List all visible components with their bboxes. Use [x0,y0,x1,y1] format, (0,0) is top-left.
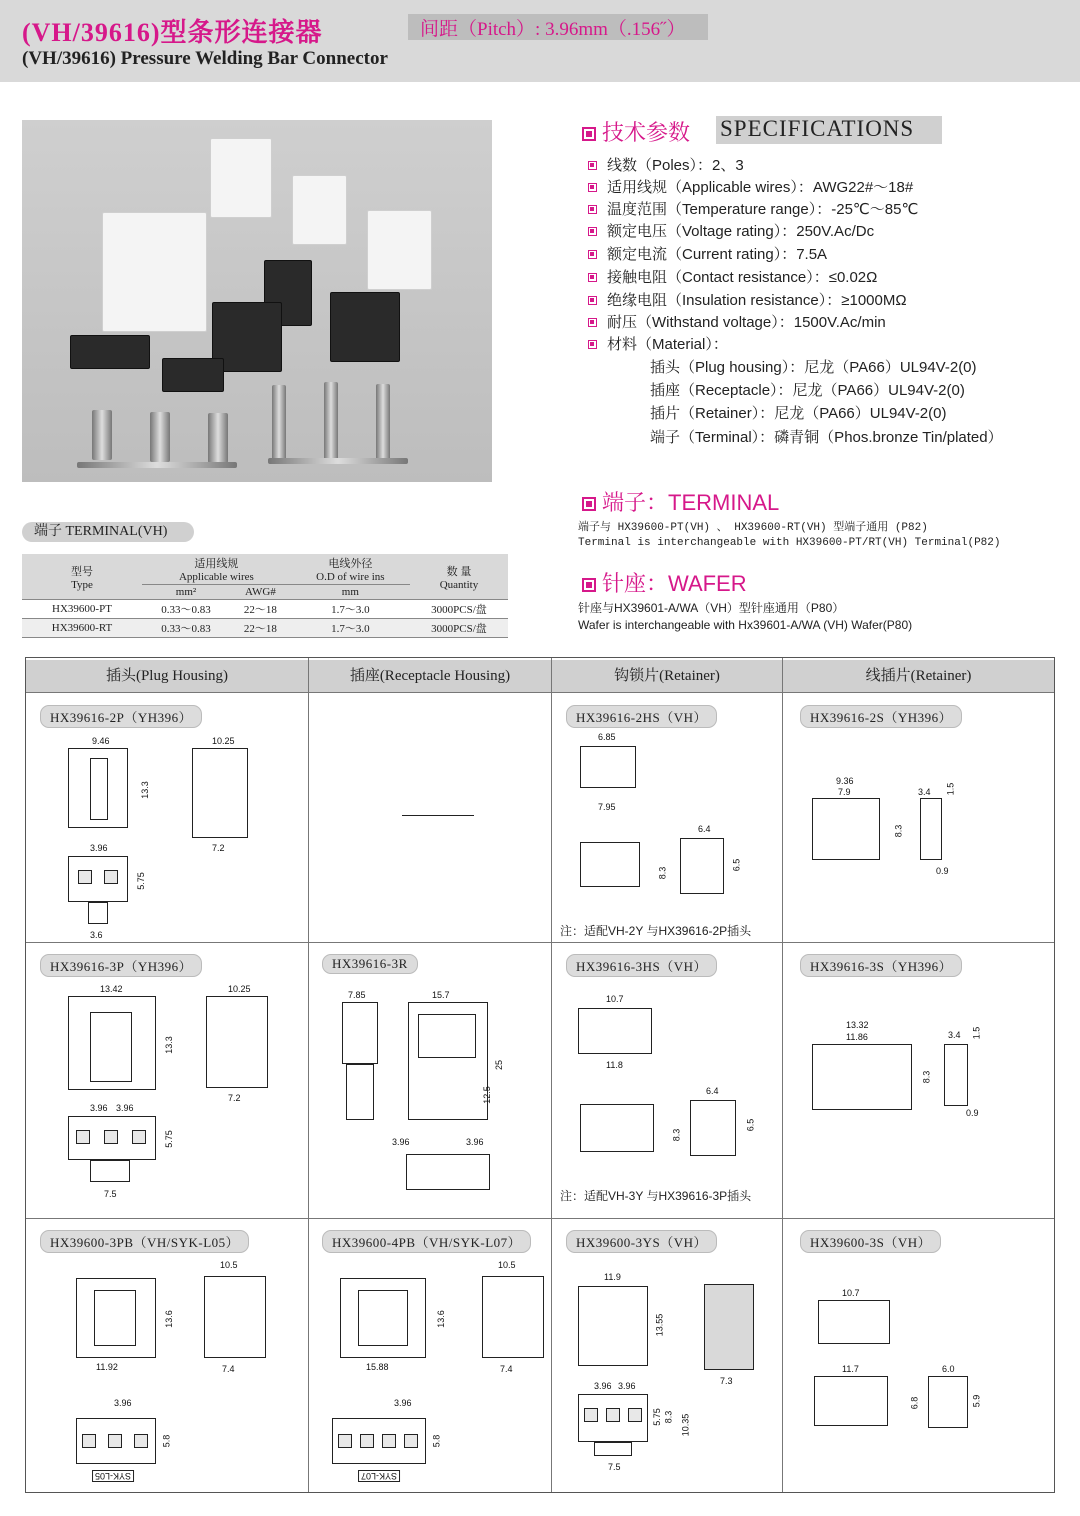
receptacle-bottom-view [406,1154,490,1190]
white-housing-1 [210,138,272,218]
dim-label: 3.96 [618,1381,636,1391]
grid-vline [308,658,309,1492]
retainer-top-view [818,1300,890,1344]
retainer-top-view [578,1008,652,1054]
dim-label: 6.5 [745,1118,756,1132]
dim-label: 3.96 [466,1137,484,1147]
section-square-icon [582,578,596,592]
spec-row-wires: 适用线规（Applicable wires）：AWG22#～18# [588,176,913,197]
retainer-front-view [580,1104,654,1152]
part-label: HX39616-2S（YH396） [800,705,962,728]
dim-label: 3.4 [948,1030,961,1040]
dim-label: 5.8 [161,1434,172,1448]
dim-label: 11.9 [604,1272,621,1282]
terminal-pin-3 [208,413,228,463]
dim-label: 10.7 [842,1288,860,1298]
dim-label: 10.25 [228,984,251,994]
plug-latch [88,902,108,924]
material-receptacle: 插座（Receptacle）：尼龙（PA66）UL94V-2(0) [650,382,965,399]
dim-label: 0.9 [936,866,949,876]
cavity [104,870,118,884]
receptacle-window [418,1014,476,1058]
terminal-pin-4 [272,385,286,460]
bullet-icon [588,205,597,214]
spec-row-current: 额定电流（Current rating）：7.5A [588,243,827,264]
terminal-pin-5 [324,382,338,462]
part-label: HX39616-2P（YH396） [40,705,202,728]
dim-label: 10.5 [220,1260,238,1270]
dim-label: 3.96 [90,1103,108,1113]
section-square-icon [582,497,596,511]
dim-label: 3.4 [918,787,931,797]
wire-retainer-front [812,1044,912,1110]
plug-latch [90,1160,130,1182]
dim-label: 7.9 [838,787,851,797]
dim-label: 8.3 [921,1070,932,1084]
dim-label: 7.2 [228,1093,241,1103]
white-housing-2 [292,175,347,245]
page-title-en: (VH/39616) Pressure Welding Bar Connector [22,48,388,69]
dim-label: 13.3 [139,781,150,799]
table-row: HX39600-RT 0.33～0.83 22～18 1.7～3.0 3000PCS/盘 [22,619,508,638]
part-label: HX39600-3PB（VH/SYK-L05） [40,1230,249,1253]
dim-label: 3.96 [594,1381,612,1391]
cavity [404,1434,418,1448]
dim-label: 6.5 [731,858,742,872]
dim-label: 8.3 [657,866,668,880]
dim-label: 11.7 [842,1364,859,1374]
dim-label: 6.4 [698,824,711,834]
dim-label: 7.85 [348,990,366,1000]
dim-label: 15.88 [366,1362,389,1372]
col-awg: AWG# [230,585,291,600]
dim-label: 3.96 [90,843,108,853]
terminal-note-cn: 端子与 HX39600-PT(VH) 、 HX39600-RT(VH) 型端子通用 (P82) [578,522,928,534]
wire-retainer-front [812,798,880,860]
dim-label: 7.3 [720,1376,733,1386]
plug-slot [90,758,108,820]
dim-label: 11.86 [846,1032,868,1042]
bullet-icon [588,183,597,192]
dim-label: 3.96 [392,1137,410,1147]
material-retainer: 插片（Retainer）：尼龙（PA66）UL94V-2(0) [650,405,947,422]
dim-label: 7.4 [500,1364,513,1374]
cavity [584,1408,598,1422]
dim-label: 5.75 [163,1130,174,1148]
bullet-icon [588,318,597,327]
dim-label: 13.6 [435,1310,446,1328]
grid-vline [551,658,552,1492]
grid-hline [26,692,1054,693]
plug-slot [358,1290,408,1346]
bullet-icon [588,273,597,282]
product-photo [22,120,492,482]
spec-row-material: 材料（Material）： [588,333,728,354]
dim-label: 7.95 [598,802,616,812]
table-row: HX39600-PT 0.33～0.83 22～18 1.7～3.0 3000PCS/盘 [22,600,508,619]
dim-label: 10.7 [606,994,624,1004]
dim-label: 13.32 [846,1020,869,1030]
dim-label: 5.75 [135,872,146,890]
receptacle-side-view [342,1002,378,1064]
receptacle-latch [594,1442,632,1456]
bullet-icon [588,296,597,305]
material-terminal: 端子（Terminal）：磷青铜（Phos.bronze Tin/plated） [650,429,1003,446]
spec-row-insulation: 绝缘电阻（Insulation resistance）：≥1000MΩ [588,289,907,310]
bullet-icon [588,340,597,349]
plug-side-view [192,748,248,838]
retainer-front-view [580,842,640,887]
dim-label: 11.92 [96,1362,118,1372]
dim-label: 6.4 [706,1086,719,1096]
retainer-side-view [680,838,724,894]
dim-label: 12.5 [481,1086,492,1104]
terminal-pin-6 [376,384,390,462]
dim-label: 25 [494,1059,505,1071]
col-type: 型号 Type [22,554,142,600]
wafer-heading: 针座：WAFER [582,567,747,598]
dim-label: 6.85 [598,732,616,742]
retainer-side-view [928,1376,968,1428]
bullet-icon [588,227,597,236]
dim-label: 10.35 [680,1413,691,1437]
dim-label: 7.4 [222,1364,235,1374]
dim-label: 8.3 [671,1128,682,1142]
plug-slot [94,1290,136,1346]
terminal-pin-2 [150,412,170,462]
dim-label: 7.5 [608,1462,621,1472]
cavity [338,1434,352,1448]
white-housing-3 [367,210,432,290]
receptacle-side-tail [346,1064,374,1120]
plug-top-view [68,856,128,902]
empty-cell-dash [402,815,474,816]
cavity [360,1434,374,1448]
cavity [104,1130,118,1144]
spec-row-voltage: 额定电压（Voltage rating）：250V.Ac/Dc [588,220,874,241]
dim-label: 0.9 [966,1108,979,1118]
col-od: 电线外径 O.D of wire ins [291,554,410,585]
dim-label: 6.0 [942,1364,955,1374]
dim-label: 1.5 [971,1026,982,1040]
plug-side-view [206,996,268,1088]
grid-vline [782,658,783,1492]
dim-label: 13.55 [654,1313,665,1337]
page-title-cn: (VH/39616)型条形连接器 [22,18,323,47]
black-retainer-5 [162,358,224,392]
cavity [628,1408,642,1422]
col-header-retainer-hook: 钩锁片(Retainer) [552,660,782,692]
dim-label: 9.36 [836,776,854,786]
section-square-icon [582,127,596,141]
dim-label: 10.5 [498,1260,516,1270]
dim-label: 5.75 [651,1408,662,1426]
fit-note: 注：适配VH-3Y 与HX39616-3P插头 [560,1189,752,1203]
plug-slot [90,1012,132,1082]
dim-label: 13.3 [163,1036,174,1054]
terminal-table-label: 端子 TERMINAL(VH) [22,522,194,542]
receptacle-section-view [704,1284,754,1370]
dim-label: 3.96 [114,1398,132,1408]
part-label: HX39616-3HS（VH） [566,954,717,977]
part-marking: SYK-L07 [358,1470,400,1482]
wire-retainer-side [920,798,942,860]
cavity [606,1408,620,1422]
terminal-carrier-2 [268,458,408,464]
dim-label: 13.6 [163,1310,174,1328]
spec-row-withstand: 耐压（Withstand voltage）：1500V.Ac/min [588,311,886,332]
dim-label: 8.3 [663,1410,674,1424]
part-label: HX39616-2HS（VH） [566,705,717,728]
spec-row-poles: 线数（Poles）：2、3 [588,154,744,175]
grid-hline [26,1218,1054,1219]
pitch-label: 间距（Pitch）: 3.96mm（.156˝） [420,19,686,40]
cavity [78,870,92,884]
wafer-note-en: Wafer is interchangeable with Hx39601-A/WA (VH) Wafer(P80) [578,618,913,632]
dim-label: 5.9 [971,1394,982,1408]
retainer-top-view [580,746,636,788]
spec-row-contact-resistance: 接触电阻（Contact resistance）：≤0.02Ω [588,266,877,287]
bullet-icon [588,250,597,259]
cavity [134,1434,148,1448]
col-wires: 适用线规 Applicable wires [142,554,291,585]
col-header-plug: 插头(Plug Housing) [26,660,308,692]
dim-label: 7.2 [212,843,225,853]
wafer-note-cn: 针座与HX39601-A/WA（VH）型针座通用（P80） [578,601,845,615]
wire-retainer-side [944,1044,968,1106]
dim-label: 9.46 [92,736,110,746]
cavity [76,1130,90,1144]
white-housing-4 [102,212,207,332]
spec-title-cn: 技术参数 [602,120,691,145]
grid-hline [26,942,1054,943]
dim-label: 15.7 [432,990,450,1000]
terminal-heading: 端子：TERMINAL [582,486,779,517]
dim-label: 5.8 [431,1434,442,1448]
cavity [132,1130,146,1144]
col-od-mm: mm [291,585,410,600]
terminal-pin-1 [92,410,112,460]
cavity [382,1434,396,1448]
cavity [108,1434,122,1448]
dim-label: 3.6 [90,930,103,940]
receptacle-front-view [578,1286,648,1366]
terminal-note-en: Terminal is interchangeable with HX39600-PT/RT(VH) Terminal(P82) [578,537,1001,549]
dim-label: 3.96 [394,1398,412,1408]
part-label: HX39600-3S（VH） [800,1230,941,1253]
part-label: HX39616-3R [322,954,418,974]
col-mm: mm² [142,585,230,600]
part-label: HX39616-3P（YH396） [40,954,202,977]
plug-side-view [482,1276,544,1358]
material-plug: 插头（Plug housing）：尼龙（PA66）UL94V-2(0) [650,359,977,376]
retainer-side-view [690,1100,736,1156]
dim-label: 11.8 [606,1060,623,1070]
terminal-table [22,554,508,638]
retainer-front-view [814,1376,888,1426]
terminal-carrier-1 [77,462,237,468]
dim-label: 1.5 [945,782,956,796]
cavity [82,1434,96,1448]
spec-title-en: SPECIFICATIONS [720,116,915,141]
part-label: HX39600-3YS（VH） [566,1230,717,1253]
dim-label: 8.3 [893,824,904,838]
fit-note: 注：适配VH-2Y 与HX39616-2P插头 [560,924,752,938]
black-retainer-3 [330,292,400,362]
bullet-icon [588,161,597,170]
part-marking: SYK-L05 [92,1470,134,1482]
plug-side-view [204,1276,266,1358]
dim-label: 13.42 [100,984,123,994]
col-qty: 数 量 Quantity [410,554,508,600]
black-retainer-4 [70,335,150,369]
dim-label: 7.5 [104,1189,117,1199]
dim-label: 3.96 [116,1103,134,1113]
spec-heading [582,116,690,147]
dim-label: 6.8 [909,1396,920,1410]
part-label: HX39600-4PB（VH/SYK-L07） [322,1230,531,1253]
dim-label: 10.25 [212,736,235,746]
col-header-retainer-wire: 线插片(Retainer) [783,660,1054,692]
col-header-receptacle: 插座(Receptacle Housing) [309,660,551,692]
part-label: HX39616-3S（YH396） [800,954,962,977]
spec-row-temperature: 温度范围（Temperature range）：-25℃～85℃ [588,198,918,219]
